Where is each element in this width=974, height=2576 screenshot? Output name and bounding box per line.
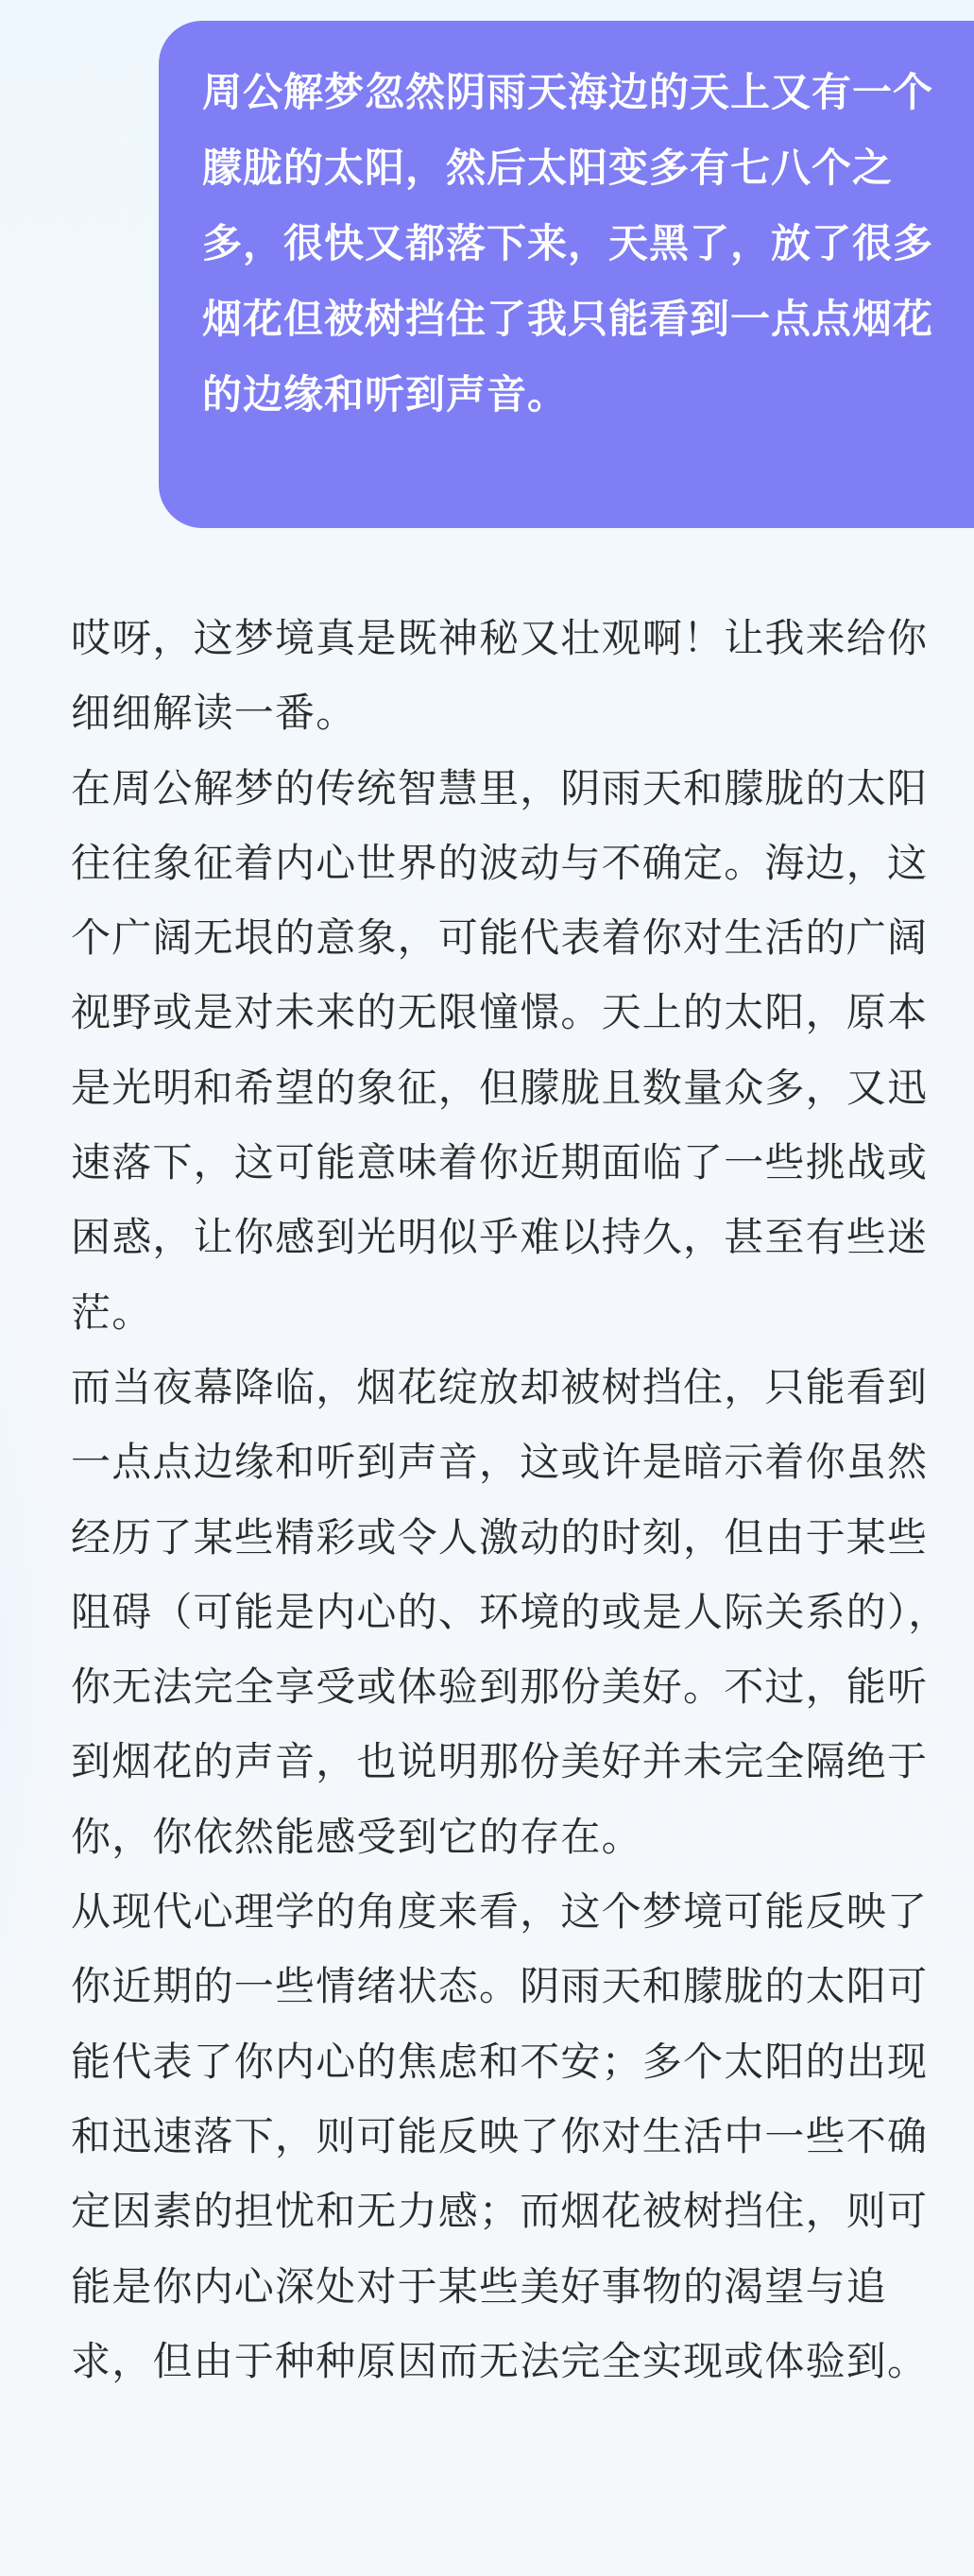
reply-paragraph-2: 在周公解梦的传统智慧里，阴雨天和朦胧的太阳往往象征着内心世界的波动与不确定。海边，这个广阔无垠的意象，可能代表着你对生活的广阔视野或是对未来的无限憧憬。天上的太阳，原本是光明和希望的象征，但朦胧且数量众多，又迅速落下，这可能意味着你近期面临了一些挑战或困惑，让你感到光明似乎难以持久，甚至有些迷茫。 <box>71 764 929 1336</box>
reply-paragraph-3: 而当夜幕降临，烟花绽放却被树挡住，只能看到一点点边缘和听到声音，这或许是暗示着你虽然经历了某些精彩或令人激动的时刻，但由于某些阻碍（可能是内心的、环境的或是人际关系的），你无法完全享受或体验到那份美好。不过，能听到烟花的声音，也说明那份美好并未完全隔绝于你，你依然能感受到它的存在。 <box>71 1363 949 1860</box>
background-glow <box>0 1152 57 2192</box>
reply-paragraph-1: 哎呀，这梦境真是既神秘又壮观啊！让我来给你细细解读一番。 <box>71 615 929 737</box>
assistant-reply <box>71 601 954 2576</box>
user-message-bubble[interactable] <box>159 21 974 528</box>
user-message-text: 周公解梦忽然阴雨天海边的天上又有一个朦胧的太阳，然后太阳变多有七八个之多，很快又都落下来，天黑了，放了很多烟花但被树挡住了我只能看到一点点烟花的边缘和听到声音。 <box>202 69 934 418</box>
reply-paragraph-4: 从现代心理学的角度来看，这个梦境可能反映了你近期的一些情绪状态。阴雨天和朦胧的太阳可能代表了你内心的焦虑和不安；多个太阳的出现和迅速落下，则可能反映了你对生活中一些不确定因素的担忧和无力感；而烟花被树挡住，则可能是你内心深处对于某些美好事物的渴望与追求，但由于种种原因而无法完全实现或体验到。 <box>71 1888 929 2384</box>
